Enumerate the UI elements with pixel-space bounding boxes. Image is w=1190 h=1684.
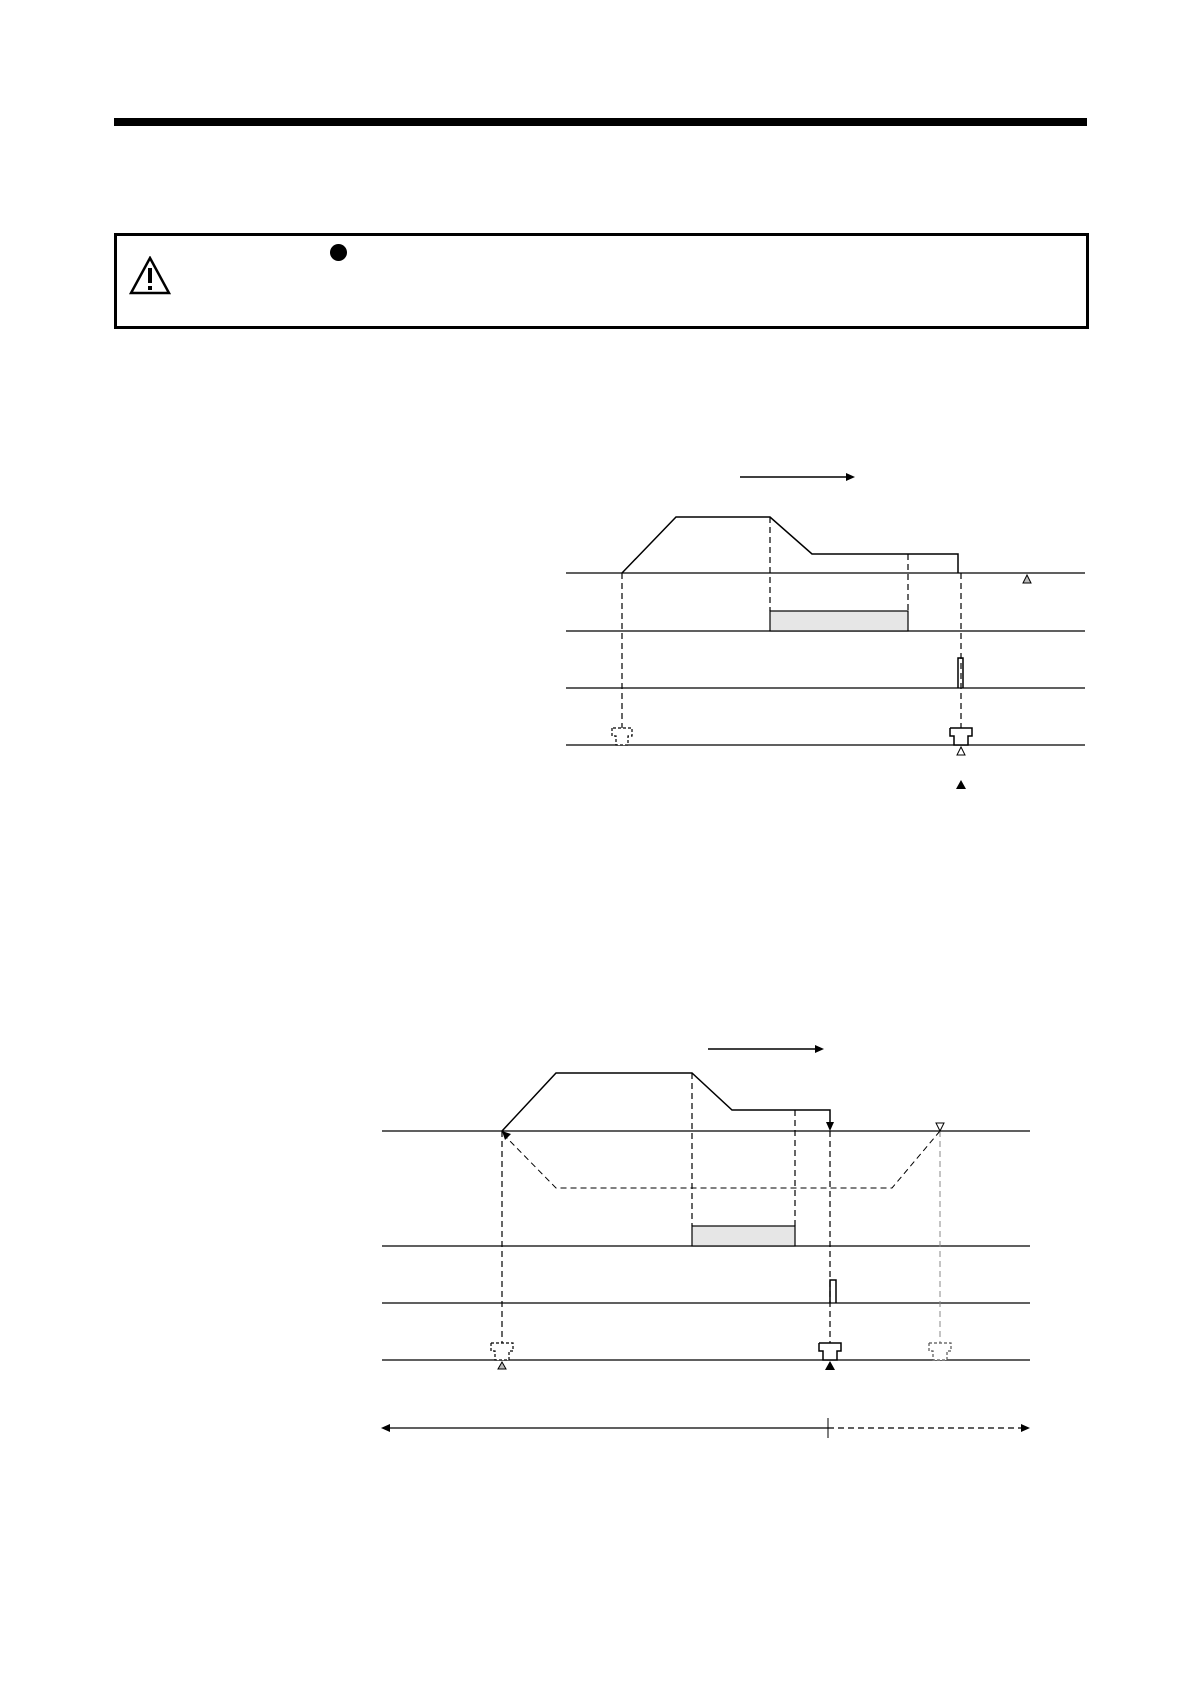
pulse (830, 1280, 836, 1303)
arrow-head (826, 1122, 834, 1131)
triangle-marker-icon (825, 1361, 835, 1370)
triangle-marker-icon (498, 1362, 506, 1369)
dog-switch-icon (929, 1343, 951, 1360)
triangle-marker-icon (936, 1123, 944, 1131)
arrow-head (502, 1131, 511, 1140)
speed-profile (502, 1073, 830, 1131)
return-profile (505, 1131, 940, 1188)
direction-arrow (708, 1045, 824, 1053)
dog-switch-icon (491, 1343, 513, 1360)
dog-switch-icon (819, 1343, 841, 1360)
shaded-block (692, 1226, 795, 1246)
double-arrow-icon (381, 1418, 1030, 1438)
